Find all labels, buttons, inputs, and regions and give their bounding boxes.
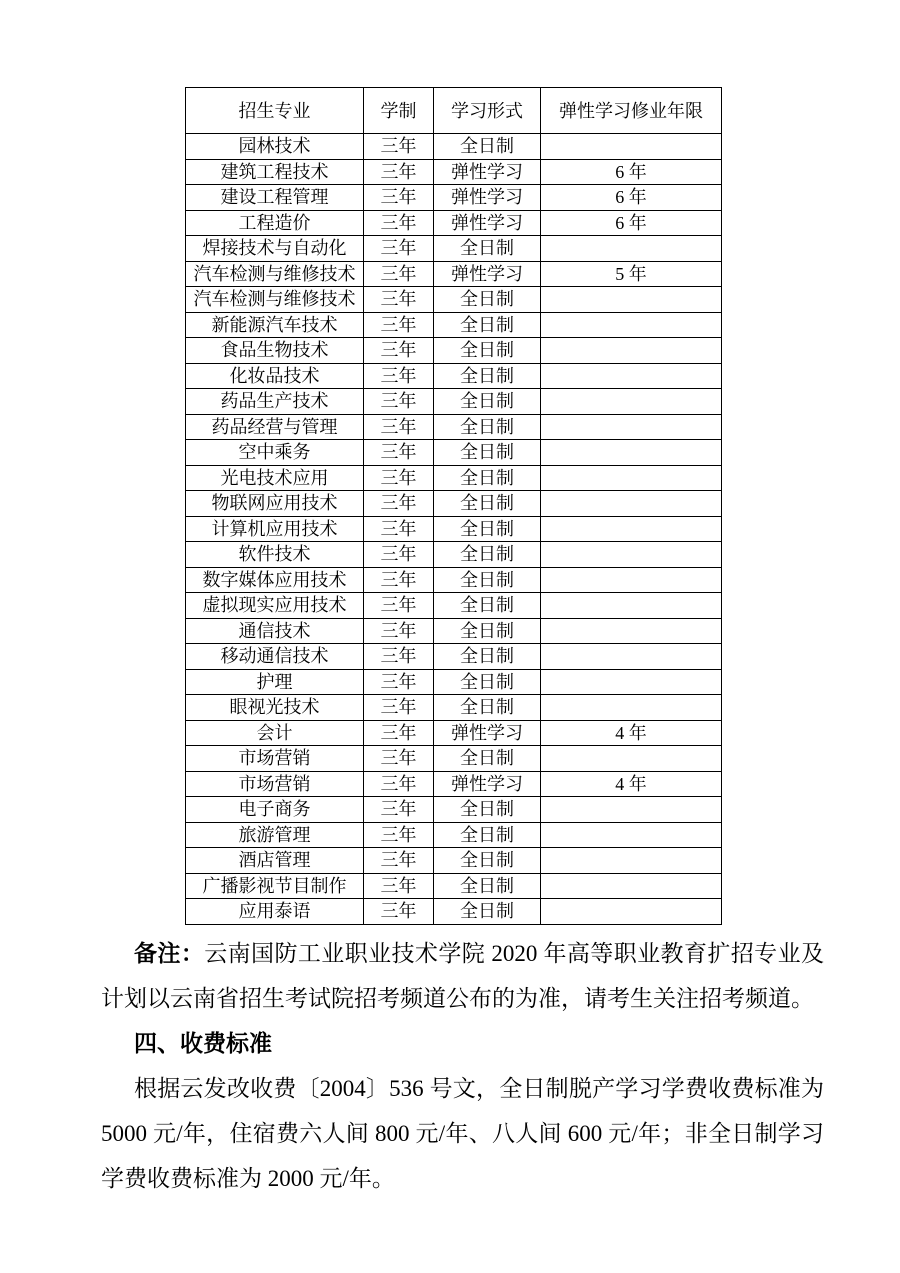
table-cell: 4 年: [541, 720, 722, 746]
fee-paragraph: 根据云发改收费〔2004〕536 号文，全日制脱产学习学费收费标准为 5000 元/年，住宿费六人间 800 元/年、八人间 600 元/年；非全日制学习学费收费标准为 2000 元/年。: [101, 1076, 824, 1191]
table-cell: 三年: [364, 848, 434, 874]
table-cell: 弹性学习: [434, 185, 541, 211]
table-cell: 4 年: [541, 771, 722, 797]
table-cell: 园林技术: [186, 134, 364, 160]
table-cell: 三年: [364, 210, 434, 236]
table-row: [186, 210, 722, 236]
table-cell: 三年: [364, 720, 434, 746]
table-cell: 6 年: [541, 210, 722, 236]
table-row: [186, 134, 722, 160]
header-flexible-years: 弹性学习修业年限: [541, 88, 722, 134]
table-body: [186, 134, 722, 925]
table-cell: 三年: [364, 542, 434, 568]
table-cell: 酒店管理: [186, 848, 364, 874]
table-cell: 光电技术应用: [186, 465, 364, 491]
table-cell: 全日制: [434, 389, 541, 415]
table-cell: 市场营销: [186, 746, 364, 772]
table-cell: 三年: [364, 491, 434, 517]
table-cell: 三年: [364, 287, 434, 313]
table-cell: 三年: [364, 618, 434, 644]
table-header-row: [186, 88, 722, 134]
table-row: [186, 287, 722, 313]
table-cell: 广播影视节目制作: [186, 873, 364, 899]
table-row: [186, 159, 722, 185]
header-major: 招生专业: [186, 88, 364, 134]
table-cell: 三年: [364, 236, 434, 262]
table-cell: 全日制: [434, 848, 541, 874]
table-cell: 三年: [364, 873, 434, 899]
table-cell: 弹性学习: [434, 210, 541, 236]
body-text: [101, 931, 824, 1201]
table-cell: 汽车检测与维修技术: [186, 261, 364, 287]
table-cell: 全日制: [434, 516, 541, 542]
table-cell: 数字媒体应用技术: [186, 567, 364, 593]
table-row: [186, 338, 722, 364]
table-header: [186, 88, 722, 134]
table-row: [186, 389, 722, 415]
note-text: 云南国防工业职业技术学院 2020 年高等职业教育扩招专业及计划以云南省招生考试院招考频道公布的为准，请考生关注招考频道。: [101, 941, 825, 1011]
table-row: [186, 644, 722, 670]
table-cell: 汽车检测与维修技术: [186, 287, 364, 313]
table-cell: 全日制: [434, 363, 541, 389]
table-row: [186, 185, 722, 211]
table-cell: 三年: [364, 185, 434, 211]
table-cell: [541, 312, 722, 338]
table-cell: 三年: [364, 440, 434, 466]
table-cell: 应用泰语: [186, 899, 364, 925]
table-row: [186, 771, 722, 797]
table-cell: 5 年: [541, 261, 722, 287]
table-row: [186, 720, 722, 746]
table-cell: 三年: [364, 134, 434, 160]
table-cell: 全日制: [434, 873, 541, 899]
table-cell: 全日制: [434, 414, 541, 440]
table-cell: 工程造价: [186, 210, 364, 236]
table-cell: 市场营销: [186, 771, 364, 797]
table-cell: 6 年: [541, 159, 722, 185]
table-cell: [541, 363, 722, 389]
table-cell: [541, 491, 722, 517]
table-row: [186, 618, 722, 644]
table-row: [186, 542, 722, 568]
table-cell: 全日制: [434, 669, 541, 695]
table-row: [186, 669, 722, 695]
table-cell: [541, 134, 722, 160]
table-cell: 全日制: [434, 618, 541, 644]
table-cell: 新能源汽车技术: [186, 312, 364, 338]
table-cell: [541, 899, 722, 925]
table-cell: [541, 822, 722, 848]
table-cell: 护理: [186, 669, 364, 695]
table-cell: [541, 338, 722, 364]
table-row: [186, 567, 722, 593]
table-cell: 三年: [364, 312, 434, 338]
table-cell: [541, 516, 722, 542]
table-cell: 6 年: [541, 185, 722, 211]
table-cell: [541, 287, 722, 313]
table-cell: 软件技术: [186, 542, 364, 568]
table-cell: 三年: [364, 338, 434, 364]
table-row: [186, 261, 722, 287]
table-cell: 全日制: [434, 542, 541, 568]
table-cell: 三年: [364, 644, 434, 670]
table-row: [186, 593, 722, 619]
table-cell: 全日制: [434, 644, 541, 670]
table-cell: 电子商务: [186, 797, 364, 823]
table-cell: 三年: [364, 567, 434, 593]
note-paragraph: [101, 931, 824, 1021]
table-cell: 弹性学习: [434, 261, 541, 287]
table-cell: 三年: [364, 465, 434, 491]
table-cell: [541, 236, 722, 262]
section-heading: 四、收费标准: [134, 1031, 272, 1056]
table-cell: 三年: [364, 593, 434, 619]
table-cell: [541, 644, 722, 670]
table-cell: 药品经营与管理: [186, 414, 364, 440]
table-cell: 三年: [364, 797, 434, 823]
table-cell: [541, 414, 722, 440]
table-cell: 全日制: [434, 491, 541, 517]
table-row: [186, 695, 722, 721]
enrollment-table: [185, 87, 722, 925]
table-cell: [541, 873, 722, 899]
table-cell: 全日制: [434, 236, 541, 262]
table-cell: [541, 695, 722, 721]
table-cell: 三年: [364, 414, 434, 440]
table-cell: [541, 465, 722, 491]
table-cell: 全日制: [434, 567, 541, 593]
table-cell: [541, 440, 722, 466]
table-cell: 三年: [364, 746, 434, 772]
table-cell: 眼视光技术: [186, 695, 364, 721]
header-duration: 学制: [364, 88, 434, 134]
table-cell: [541, 618, 722, 644]
table-cell: 焊接技术与自动化: [186, 236, 364, 262]
table-cell: 建设工程管理: [186, 185, 364, 211]
table-row: [186, 440, 722, 466]
table-cell: [541, 542, 722, 568]
table-cell: 全日制: [434, 899, 541, 925]
table-row: [186, 516, 722, 542]
table-cell: 三年: [364, 159, 434, 185]
table-cell: 全日制: [434, 287, 541, 313]
table-row: [186, 491, 722, 517]
table-cell: 弹性学习: [434, 771, 541, 797]
table-row: [186, 414, 722, 440]
table-cell: 化妆品技术: [186, 363, 364, 389]
table-cell: 物联网应用技术: [186, 491, 364, 517]
table-cell: 全日制: [434, 338, 541, 364]
table-row: [186, 465, 722, 491]
table-cell: 三年: [364, 363, 434, 389]
table-cell: 虚拟现实应用技术: [186, 593, 364, 619]
table-cell: 三年: [364, 669, 434, 695]
table-cell: 三年: [364, 695, 434, 721]
header-study-form: 学习形式: [434, 88, 541, 134]
table-row: [186, 899, 722, 925]
table-cell: 会计: [186, 720, 364, 746]
table-cell: 药品生产技术: [186, 389, 364, 415]
table-row: [186, 746, 722, 772]
table-cell: 空中乘务: [186, 440, 364, 466]
table-cell: 全日制: [434, 695, 541, 721]
table-cell: 三年: [364, 771, 434, 797]
table-cell: 三年: [364, 516, 434, 542]
table-row: [186, 363, 722, 389]
table-cell: 食品生物技术: [186, 338, 364, 364]
table-cell: 三年: [364, 822, 434, 848]
table-cell: 三年: [364, 899, 434, 925]
table-cell: 全日制: [434, 312, 541, 338]
table-row: [186, 822, 722, 848]
table-cell: 全日制: [434, 746, 541, 772]
table-cell: [541, 567, 722, 593]
table-row: [186, 873, 722, 899]
table-row: [186, 797, 722, 823]
table-cell: [541, 848, 722, 874]
table-cell: 全日制: [434, 797, 541, 823]
table-cell: [541, 593, 722, 619]
note-label: 备注：: [134, 941, 205, 966]
table-cell: 旅游管理: [186, 822, 364, 848]
table-cell: 全日制: [434, 593, 541, 619]
table-cell: 三年: [364, 389, 434, 415]
table-cell: [541, 389, 722, 415]
table-row: [186, 848, 722, 874]
table-cell: 三年: [364, 261, 434, 287]
table-cell: 全日制: [434, 134, 541, 160]
table-cell: 移动通信技术: [186, 644, 364, 670]
table-cell: 全日制: [434, 440, 541, 466]
table-cell: [541, 669, 722, 695]
table-cell: 全日制: [434, 465, 541, 491]
table-cell: 建筑工程技术: [186, 159, 364, 185]
table-cell: [541, 797, 722, 823]
table-cell: 计算机应用技术: [186, 516, 364, 542]
table-cell: 全日制: [434, 822, 541, 848]
table-row: [186, 312, 722, 338]
table-cell: [541, 746, 722, 772]
table-cell: 弹性学习: [434, 159, 541, 185]
table-cell: 弹性学习: [434, 720, 541, 746]
table-row: [186, 236, 722, 262]
table-cell: 通信技术: [186, 618, 364, 644]
